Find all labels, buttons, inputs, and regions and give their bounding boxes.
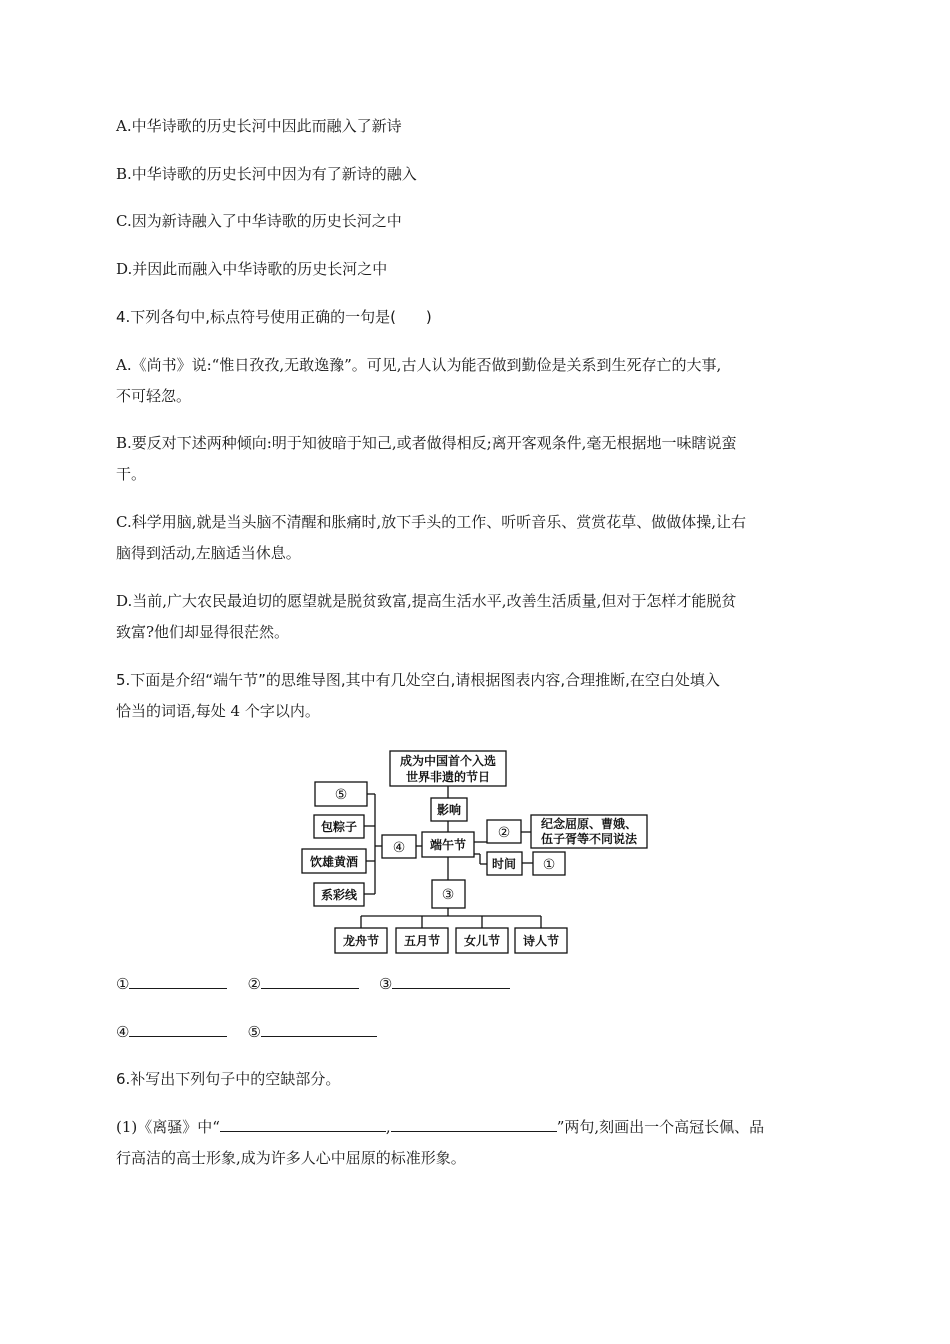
time-label: 时间: [491, 857, 517, 871]
blank-2-line[interactable]: [261, 972, 359, 989]
q4-option-b-line1: B.要反对下述两种倾向:明于知彼暗于知己,或者做得相反;离开客观条件,毫无根据地一味瞎说蛮: [116, 434, 737, 452]
name-wuyue-label: 五月节: [403, 934, 441, 948]
q4-option-a-line2: 不可轻忽。: [116, 387, 192, 405]
blank-2-label: ②: [497, 825, 511, 841]
blank-4-box: [382, 835, 416, 858]
q5-stem-line1: 5.下面是介绍“端午节”的思维导图,其中有几处空白,请根据图表内容,合理推断,在空白处填入: [116, 671, 720, 689]
blank-1-label: ①: [542, 857, 556, 873]
blank-5-label: ⑤: [334, 787, 348, 803]
blank-4-line[interactable]: [129, 1020, 227, 1037]
blank-3-box: [432, 880, 465, 908]
q6-s1-prefix: (1)《离骚》中“: [116, 1118, 220, 1136]
center-box: [422, 832, 474, 857]
answer-blanks-row2: [116, 1020, 377, 1044]
q3-option-d: D.并因此而融入中华诗歌的历史长河之中: [116, 260, 388, 278]
blank-3-line[interactable]: [392, 972, 510, 989]
influence-label: 影响: [436, 803, 462, 817]
name-shiren-box: [515, 928, 567, 953]
top-box-line1: 成为中国首个入选: [399, 754, 497, 768]
caixian-box: [314, 883, 364, 906]
reason-line2: 伍子胥等不同说法: [540, 832, 638, 846]
blank-2-box: [487, 820, 521, 843]
center-label: 端午节: [429, 838, 467, 852]
blank-3-label: ③: [441, 887, 455, 903]
q3-option-c: C.因为新诗融入了中华诗歌的历史长河之中: [116, 212, 402, 230]
blank-3-marker: ③: [378, 975, 393, 993]
blank-5-box: [315, 782, 367, 806]
name-wuyue-box: [396, 928, 448, 953]
blank-4-label: ④: [392, 840, 406, 856]
xionghuang-box: [302, 849, 366, 873]
time-box: [487, 852, 522, 875]
q4-option-c-line1: C.科学用脑,就是当头脑不清醒和胀痛时,放下手头的工作、听听音乐、赏赏花草、做做体操,让右: [116, 513, 747, 531]
reason-box: [531, 815, 647, 848]
zongzi-label: 包粽子: [320, 820, 358, 834]
q6-sentence1-line2: 行高洁的高士形象,成为许多人心中屈原的标准形象。: [116, 1149, 466, 1167]
blank-1-line[interactable]: [129, 972, 227, 989]
dragon-boat-mind-map: [300, 748, 652, 960]
q6-stem: 6.补写出下列句子中的空缺部分。: [116, 1070, 341, 1088]
q3-option-a: A.中华诗歌的历史长河中因此而融入了新诗: [116, 117, 402, 135]
blank-1-box: [533, 852, 565, 875]
blank-1-marker: ①: [116, 975, 130, 993]
q4-option-d-line2: 致富?他们却显得很茫然。: [116, 623, 290, 641]
influence-box: [431, 798, 467, 821]
xionghuang-label: 饮雄黄酒: [309, 855, 359, 869]
q6-s1-blank-a[interactable]: [220, 1115, 386, 1132]
reason-line1: 纪念屈原、曹娥、: [540, 817, 638, 831]
caixian-label: 系彩线: [320, 888, 358, 902]
q4-stem: 4.下列各句中,标点符号使用正确的一句是( ): [116, 308, 432, 326]
q6-s1-suffix: ”两句,刻画出一个高冠长佩、品: [556, 1118, 765, 1136]
q4-option-d-line1: D.当前,广大农民最迫切的愿望就是脱贫致富,提高生活水平,改善生活质量,但对于怎样才能脱贫: [116, 592, 737, 610]
name-shiren-label: 诗人节: [522, 934, 560, 948]
name-nver-label: 女儿节: [463, 934, 501, 948]
q6-s1-blank-b[interactable]: [391, 1115, 557, 1132]
q4-option-a-line1: A.《尚书》说:“惟日孜孜,无敢逸豫”。可见,古人认为能否做到勤俭是关系到生死存亡的大事,: [116, 356, 722, 374]
name-longzhou-label: 龙舟节: [342, 934, 380, 948]
q4-option-c-line2: 脑得到活动,左脑适当休息。: [116, 544, 301, 562]
blank-5-marker: ⑤: [247, 1023, 261, 1041]
blank-4-marker: ④: [116, 1023, 130, 1041]
name-nver-box: [456, 928, 508, 953]
blank-2-marker: ②: [247, 975, 261, 993]
q5-stem-line2: 恰当的词语,每处 4 个字以内。: [116, 702, 320, 720]
q6-sentence1-line1: [116, 1115, 764, 1139]
top-box: [390, 751, 506, 786]
top-box-line2: 世界非遗的节日: [405, 770, 491, 784]
q6-s1-mid: ,: [385, 1118, 391, 1136]
q3-option-b: B.中华诗歌的历史长河中因为有了新诗的融入: [116, 165, 417, 183]
answer-blanks-row1: [116, 972, 510, 996]
blank-5-line[interactable]: [261, 1020, 377, 1037]
zongzi-box: [314, 815, 364, 838]
q4-option-b-line2: 干。: [116, 465, 147, 483]
name-longzhou-box: [335, 928, 387, 953]
